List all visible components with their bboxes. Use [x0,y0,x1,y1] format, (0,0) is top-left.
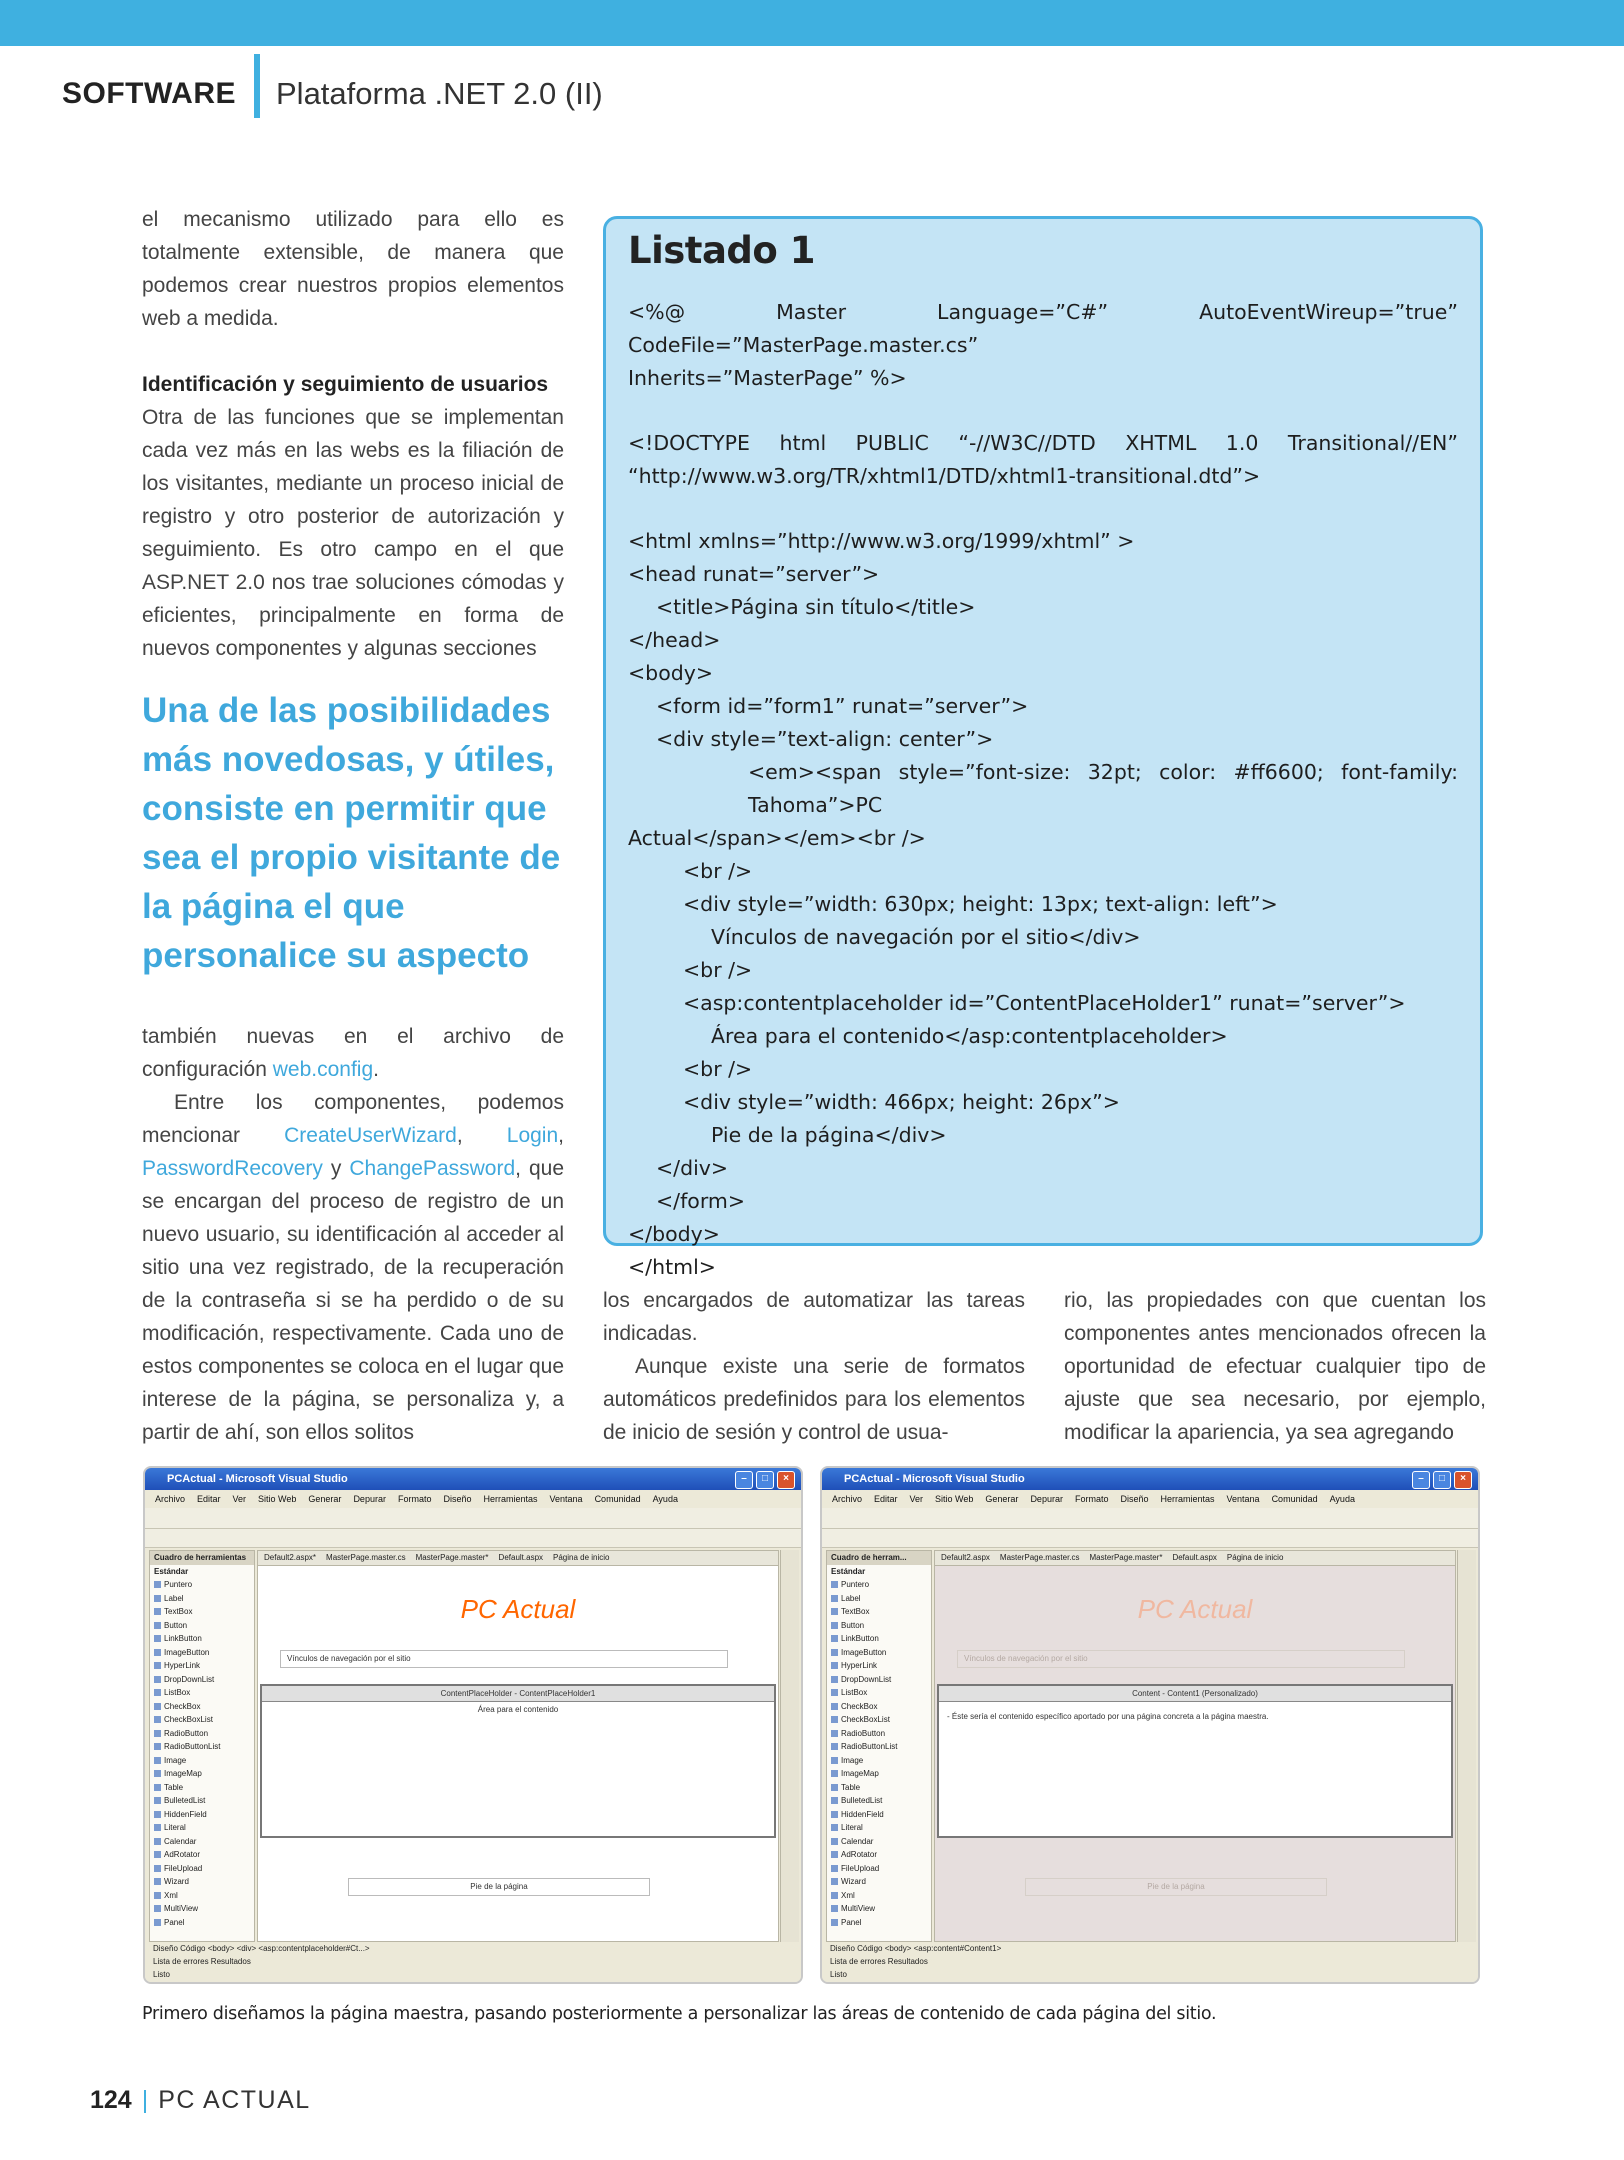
toolbox-item: Calendar [150,1835,254,1849]
toolbox-items [150,1578,254,1929]
code-line: </div> [656,1156,729,1180]
code-line: <!DOCTYPE html PUBLIC “-//W3C//DTD XHTML 1.0 Transitional//EN” [628,431,1458,455]
list-entry: Diseño [1120,1494,1149,1504]
side-panels-strip [780,1550,799,1942]
minimize-icon: – [1412,1471,1430,1489]
magazine-name: PC ACTUAL [158,2086,311,2114]
page-footer-box: Pie de la página [348,1878,650,1896]
list-entry: Ver [232,1494,247,1504]
toolbox-item: Table [827,1781,931,1795]
screenshot-content-page [820,1466,1480,1984]
code-line: <title>Página sin título</title> [656,595,976,619]
window-title: PCActual - Microsoft Visual Studio [844,1473,1025,1485]
figure-caption: Primero diseñamos la página maestra, pasando posteriormente a personalizar las áreas de contenido de cada página del sitio. [142,2004,1217,2024]
minimize-icon: – [735,1471,753,1489]
code-line: </head> [628,628,721,652]
page-number: 124 [90,2086,132,2114]
document-tabs [258,1551,778,1566]
code-line: </body> [628,1222,720,1246]
window-title-bar [145,1468,801,1490]
code-line: <body> [628,661,714,685]
toolbox-title: Cuadro de herramientas [150,1551,254,1565]
design-surface [934,1550,1456,1942]
toolbox-item: Literal [827,1821,931,1835]
output-tabs: Lista de errores Resultados [830,1957,928,1966]
code-line: </form> [656,1189,746,1213]
spacer [628,493,1458,525]
side-panels-strip [1457,1550,1476,1942]
list-entry: Página de inicio [1226,1553,1284,1562]
window-controls [735,1471,795,1489]
list-entry: Formato [1074,1494,1109,1504]
text-run: , que se encargan del proceso de registro de un nuevo usuario, su identificación al acceder al sitio una vez registrado, de la recuperación de la contraseña si se ha perdido o de su modificación, respectivamente. Cada uno de estos componentes se coloca en el lugar que interese de la página, se personaliza y, a partir de ahí, son ellos solitos [142,1157,564,1444]
list-entry: Depurar [353,1494,386,1504]
list-entry: Editar [874,1494,898,1504]
list-entry: Ayuda [1329,1494,1355,1504]
toolbox-item: ListBox [827,1686,931,1700]
paragraph: Aunque existe una serie de formatos automáticos predefinidos para los elementos de inicio de sesión y control de usua- [603,1355,1025,1444]
nav-links-box: Vínculos de navegación por el sitio [280,1650,728,1668]
list-entry: Página de inicio [553,1553,610,1562]
toolbox-item: LinkButton [827,1632,931,1646]
code-line: <html xmlns=”http://www.w3.org/1999/xhtml” > [628,529,1135,553]
spacer [142,335,564,368]
toolbox-item: ImageButton [827,1646,931,1660]
page-canvas [258,1566,778,1956]
toolbox-item: ImageButton [150,1646,254,1660]
list-entry: Editar [197,1494,221,1504]
toolbox-item: CheckBox [827,1700,931,1714]
toolbox-item: HyperLink [827,1659,931,1673]
code-line: Actual</span></em><br /> [628,826,926,850]
list-entry: Comunidad [1271,1494,1318,1504]
toolbox-items [827,1578,931,1929]
content-header: Content - Content1 (Personalizado) [939,1686,1451,1702]
list-entry: Ver [909,1494,924,1504]
toolbox-item: Label [150,1592,254,1606]
top-color-bar [0,0,1624,46]
code-block [628,296,1465,1284]
toolbox-item: CheckBoxList [827,1713,931,1727]
list-entry: Default.aspx [1172,1553,1217,1562]
component-changepassword: ChangePassword [349,1157,516,1180]
listing-title: Listado 1 [628,229,815,272]
column2-text [603,1284,1025,1449]
text-run: , [456,1124,507,1147]
paragraph: Otra de las funciones que se implementan cada vez más en las webs es la filiación de los visitantes, mediante un proceso inicial de registro y otro posterior de autorización y seguimiento. Es otro campo en el que ASP.NET 2.0 nos trae soluciones cómodas y eficientes, principalmente en forma de nuevos componentes y algunas secciones [142,406,564,660]
code-line: <%@ Master Language=”C#” AutoEventWireup=”true” CodeFile=”MasterPage.master.cs” [628,300,1465,357]
list-entry: MasterPage.master.cs [326,1553,406,1562]
list-entry: Default2.aspx* [264,1553,317,1562]
code-line: <asp:contentplaceholder id=”ContentPlaceHolder1” runat=”server”> [683,991,1406,1015]
content-region [937,1684,1453,1838]
toolbox-item: DropDownList [150,1673,254,1687]
code-line: “http://www.w3.org/TR/xhtml1/DTD/xhtml1-transitional.dtd”> [628,464,1261,488]
format-toolbar [145,1529,801,1548]
document-tabs [935,1551,1455,1566]
design-surface [257,1550,779,1942]
toolbox-item: Wizard [150,1875,254,1889]
page-footer [90,2086,311,2115]
toolbox-item: ImageMap [827,1767,931,1781]
code-line: Inherits=”MasterPage” %> [628,366,907,390]
toolbox-item: MultiView [150,1902,254,1916]
text-run: , [558,1124,564,1147]
code-line: <form id=”form1” runat=”server”> [656,694,1029,718]
header-divider [254,54,260,118]
toolbox-item: Panel [827,1916,931,1930]
output-tabs: Lista de errores Resultados [153,1957,251,1966]
content-placeholder [260,1684,776,1838]
toolbox-group: Estándar [154,1566,189,1576]
toolbox-panel [149,1550,255,1942]
list-entry: Ventana [1226,1494,1260,1504]
list-entry: Archivo [155,1494,186,1504]
page-canvas [935,1566,1455,1956]
toolbox-item: Calendar [827,1835,931,1849]
web-config-link: web.config [272,1058,374,1081]
list-entry: Generar [985,1494,1019,1504]
toolbox-item: AdRotator [827,1848,931,1862]
close-icon: × [1454,1471,1472,1489]
toolbox-item: BulletedList [150,1794,254,1808]
code-line: Pie de la página</div> [711,1123,947,1147]
code-line: <div style=”width: 630px; height: 13px; text-align: left”> [683,892,1278,916]
footer-separator: | [141,2086,149,2114]
toolbox-item: LinkButton [150,1632,254,1646]
list-entry: Sitio Web [258,1494,297,1504]
paragraph [142,1086,564,1449]
column1-bottom-text [142,1020,564,1449]
status-ready: Listo [153,1970,170,1979]
toolbar [145,1508,801,1529]
list-entry: Formato [397,1494,432,1504]
view-tabs: Diseño Código <body> <div> <asp:contentplaceholder#Ct...> [153,1944,370,1953]
paragraph: el mecanismo utilizado para ello es totalmente extensible, de manera que podemos crear nuestros propios elementos web a medida. [142,208,564,330]
code-line: <br /> [683,958,753,982]
placeholder-header: ContentPlaceHolder - ContentPlaceHolder1 [262,1686,774,1702]
toolbox-item: HyperLink [150,1659,254,1673]
list-entry: Ayuda [652,1494,678,1504]
toolbar [822,1508,1478,1529]
code-line: <em><span style=”font-size: 32pt; color: #ff6600; font-family: Tahoma”>PC [748,760,1465,817]
column1-text [142,203,564,665]
toolbox-item: HiddenField [150,1808,254,1822]
toolbox-item: Xml [827,1889,931,1903]
toolbox-item: TextBox [827,1605,931,1619]
page-header [62,74,603,114]
toolbox-panel [826,1550,932,1942]
list-entry: Herramientas [483,1494,538,1504]
component-login: Login [506,1124,559,1147]
list-entry: Sitio Web [935,1494,974,1504]
component-createuserwizard: CreateUserWizard [284,1124,457,1147]
toolbox-item: FileUpload [827,1862,931,1876]
toolbox-item: RadioButton [827,1727,931,1741]
list-entry: Depurar [1030,1494,1063,1504]
toolbox-item: ListBox [150,1686,254,1700]
subheading: Identificación y seguimiento de usuarios [142,373,549,396]
toolbox-item: Button [150,1619,254,1633]
list-entry: Ventana [549,1494,583,1504]
page-footer-box: Pie de la página [1025,1878,1327,1896]
status-ready: Listo [830,1970,847,1979]
code-line: <head runat=”server”> [628,562,880,586]
code-line: <div style=”width: 466px; height: 26px”> [683,1090,1120,1114]
format-toolbar [822,1529,1478,1548]
pc-actual-logo: PC Actual [1137,1594,1253,1624]
list-entry: MasterPage.master* [415,1553,489,1562]
toolbox-item: BulletedList [827,1794,931,1808]
pull-quote: Una de las posibilidades más novedosas, y útiles, consiste en permitir que sea el propio visitante de la página el que personalice su aspecto [142,691,561,975]
toolbox-item: HiddenField [827,1808,931,1822]
section-label: SOFTWARE [62,77,236,110]
pc-actual-logo: PC Actual [460,1594,576,1624]
ide-main [145,1550,801,1942]
list-entry: Comunidad [594,1494,641,1504]
toolbox-group: Estándar [831,1566,866,1576]
nav-links-box: Vínculos de navegación por el sitio [957,1650,1405,1668]
screenshot-master-page [143,1466,803,1984]
menu-bar [145,1490,801,1508]
list-entry: Default.aspx [498,1553,544,1562]
toolbox-item: RadioButton [150,1727,254,1741]
list-entry: Generar [308,1494,342,1504]
code-line: <br /> [683,859,753,883]
toolbox-item: MultiView [827,1902,931,1916]
code-line: <div style=”text-align: center”> [656,727,994,751]
window-title: PCActual - Microsoft Visual Studio [167,1473,348,1485]
view-tabs: Diseño Código <body> <asp:content#Content1> [830,1944,1002,1953]
list-entry: Diseño [443,1494,472,1504]
code-line: Vínculos de navegación por el sitio</div> [711,925,1141,949]
list-entry: Archivo [832,1494,863,1504]
list-entry: Herramientas [1160,1494,1215,1504]
toolbox-item: CheckBox [150,1700,254,1714]
code-line: </html> [628,1255,716,1279]
code-listing-box [603,216,1483,1279]
list-entry: Default2.aspx [941,1553,990,1562]
toolbox-item: Button [827,1619,931,1633]
text-run: Entre los componentes, podemos mencionar [142,1091,564,1147]
toolbox-item: Label [827,1592,931,1606]
toolbox-item: Image [827,1754,931,1768]
content-body: - Éste sería el contenido específico aportado por una página concreta a la página maestra. [947,1712,1269,1721]
toolbox-item: Literal [150,1821,254,1835]
toolbox-item: RadioButtonList [827,1740,931,1754]
list-entry: MasterPage.master.cs [999,1553,1080,1562]
window-controls [1412,1471,1472,1489]
component-passwordrecovery: PasswordRecovery [142,1157,323,1180]
paragraph: rio, las propiedades con que cuentan los componentes antes mencionados ofrecen la oportunidad de efectuar cualquier tipo de ajuste que sea necesario, por ejemplo, modificar la apariencia, ya sea agregando [1064,1289,1486,1444]
toolbox-item: Panel [150,1916,254,1930]
article-title: Plataforma .NET 2.0 (II) [276,76,603,111]
close-icon: × [777,1471,795,1489]
menu-bar [822,1490,1478,1508]
ide-main [822,1550,1478,1942]
code-line: <br /> [683,1057,753,1081]
text-run: y [322,1157,350,1180]
code-line: Área para el contenido</asp:contentplaceholder> [711,1024,1228,1048]
toolbox-item: Puntero [150,1578,254,1592]
toolbox-item: RadioButtonList [150,1740,254,1754]
toolbox-item: Wizard [827,1875,931,1889]
maximize-icon: □ [756,1471,774,1489]
maximize-icon: □ [1433,1471,1451,1489]
toolbox-item: FileUpload [150,1862,254,1876]
toolbox-item: Puntero [827,1578,931,1592]
text-run: también nuevas en el archivo de configuración [142,1025,564,1081]
text-run: . [373,1058,379,1081]
list-entry: MasterPage.master* [1089,1553,1163,1562]
toolbox-item: DropDownList [827,1673,931,1687]
window-title-bar [822,1468,1478,1490]
paragraph [142,1020,564,1086]
toolbox-item: TextBox [150,1605,254,1619]
column3-text [1064,1284,1486,1449]
toolbox-item: CheckBoxList [150,1713,254,1727]
placeholder-body: Área para el contenido [477,1705,559,1714]
paragraph: los encargados de automatizar las tareas indicadas. [603,1289,1025,1345]
toolbox-item: AdRotator [150,1848,254,1862]
spacer [628,395,1458,427]
status-area [145,1942,801,1982]
toolbox-item: Table [150,1781,254,1795]
toolbox-title: Cuadro de herram... [827,1551,931,1565]
status-area [822,1942,1478,1982]
toolbox-item: Image [150,1754,254,1768]
toolbox-item: Xml [150,1889,254,1903]
toolbox-item: ImageMap [150,1767,254,1781]
